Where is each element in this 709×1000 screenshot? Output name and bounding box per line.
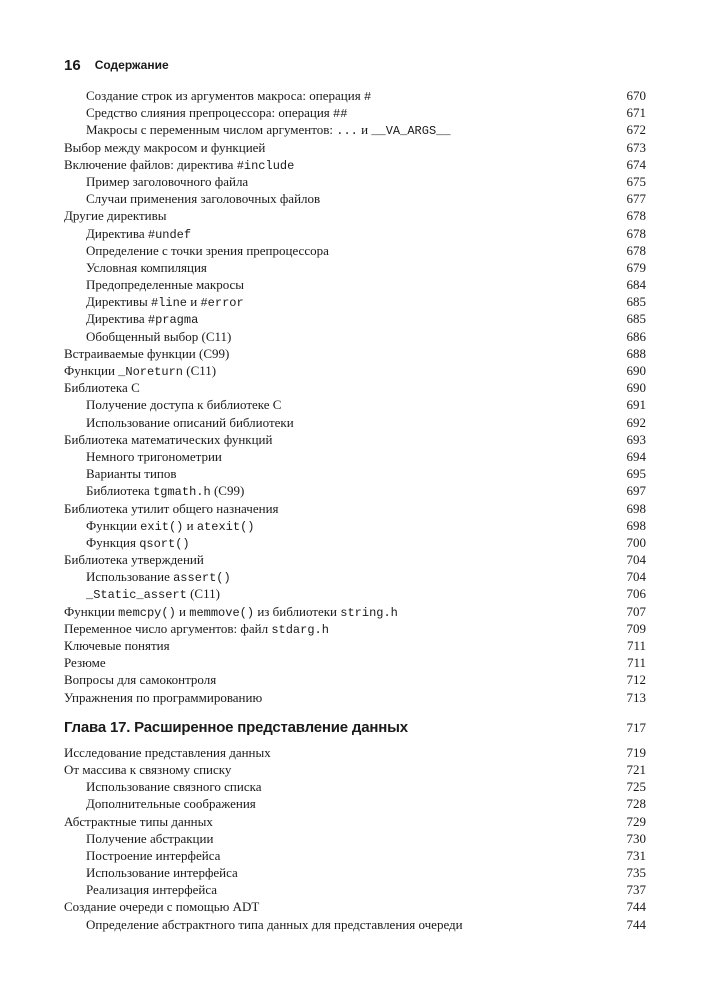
toc-entry-title: [64, 586, 220, 601]
toc-entry-title: [64, 415, 294, 430]
toc-entry-title: [64, 329, 231, 344]
toc-entry-title: [64, 105, 347, 120]
toc-page-number: 744: [626, 916, 646, 932]
toc-page-number: 731: [626, 847, 646, 863]
toc-entry[interactable]: [64, 448, 646, 465]
toc-page-number: 693: [626, 431, 646, 447]
toc-entry[interactable]: [64, 534, 646, 551]
toc-page-number: 690: [626, 380, 646, 396]
table-of-contents: [64, 87, 646, 933]
toc-entry-title: [64, 140, 265, 155]
toc-entry-title: [64, 397, 281, 412]
toc-entry[interactable]: [64, 310, 646, 327]
toc-entry-title: [64, 848, 220, 863]
toc-entry-title: [64, 917, 463, 932]
title-text: Исследование представления данных: [64, 744, 271, 760]
title-text: Макросы с переменным числом аргументов:: [86, 122, 337, 138]
toc-page-number: 697: [626, 483, 646, 499]
toc-entry[interactable]: [64, 898, 646, 915]
code-term: _Noreturn: [118, 365, 183, 379]
toc-page-number: 673: [626, 139, 646, 155]
title-text: Использование описаний библиотеки: [86, 414, 294, 430]
title-text: Директива: [86, 225, 148, 241]
title-text: Библиотека утверждений: [64, 552, 204, 568]
toc-entry[interactable]: [64, 225, 646, 242]
toc-entry[interactable]: [64, 104, 646, 121]
toc-entry[interactable]: [64, 654, 646, 671]
toc-entry-title: [64, 363, 216, 378]
toc-entry[interactable]: [64, 689, 646, 706]
toc-page-number: 729: [626, 813, 646, 829]
toc-entry[interactable]: [64, 276, 646, 293]
toc-page-number: 704: [626, 569, 646, 585]
toc-entry[interactable]: [64, 761, 646, 778]
toc-entry[interactable]: [64, 551, 646, 568]
toc-page-number: 728: [626, 796, 646, 812]
title-text: Резюме: [64, 655, 106, 671]
title-text: Ключевые понятия: [64, 638, 170, 653]
toc-entry-title: [64, 655, 106, 670]
toc-entry[interactable]: [64, 465, 646, 482]
toc-entry-title: [64, 621, 329, 636]
toc-entry-title: [64, 88, 371, 103]
title-text: Условная компиляция: [86, 259, 207, 275]
toc-page-number: 730: [626, 830, 646, 846]
toc-entry-title: [64, 380, 140, 395]
toc-entry-title: [64, 501, 279, 516]
code-term: #include: [236, 158, 295, 173]
title-text: Глава 17. Расширенное представление данных: [64, 718, 408, 736]
title-text: Директивы: [86, 294, 151, 310]
title-text: Встраиваемые функции (C99): [64, 345, 230, 361]
code-term: exit(): [140, 519, 184, 534]
toc-entry[interactable]: [64, 585, 646, 602]
toc-entry-title: [64, 882, 217, 897]
toc-entry[interactable]: [64, 156, 646, 173]
code-term: #line: [151, 296, 188, 311]
toc-entry[interactable]: [64, 396, 646, 413]
toc-entry[interactable]: [64, 744, 646, 761]
toc-entry-title: [64, 449, 222, 464]
code-term: stdarg.h: [271, 622, 329, 637]
toc-entry-title: [64, 604, 398, 619]
title-text: Абстрактные типы данных: [64, 813, 213, 829]
toc-page-number: 679: [626, 259, 646, 275]
toc-entry-title: [64, 899, 259, 914]
toc-entry-title: [64, 174, 248, 189]
toc-entry[interactable]: [64, 345, 646, 362]
toc-page-number: 707: [626, 603, 646, 619]
toc-page-number: 712: [626, 672, 646, 688]
toc-page-number: 670: [626, 88, 646, 103]
toc-entry[interactable]: [64, 242, 646, 259]
toc-entry[interactable]: [64, 293, 646, 310]
title-text: (C11): [186, 586, 220, 602]
toc-entry-title: [64, 672, 216, 687]
toc-page-number: 711: [626, 655, 646, 671]
title-text: Функции: [64, 363, 119, 378]
toc-entry-title: [64, 208, 167, 223]
toc-page-number: 691: [626, 397, 646, 413]
title-text: Директива: [86, 311, 148, 327]
toc-entry[interactable]: [64, 414, 646, 431]
toc-entry[interactable]: [64, 431, 646, 448]
code-term: ...: [336, 124, 358, 139]
toc-entry-title: [64, 243, 329, 258]
toc-entry[interactable]: [64, 671, 646, 688]
title-text: (C11): [182, 363, 217, 378]
toc-chapter-heading[interactable]: [64, 716, 646, 740]
toc-page-number: 692: [626, 414, 646, 430]
toc-entry[interactable]: [64, 603, 646, 620]
toc-page-number: 719: [626, 744, 646, 760]
toc-entry-title: [64, 814, 213, 829]
title-text: Дополнительные соображения: [86, 796, 256, 812]
toc-entry[interactable]: [64, 259, 646, 276]
code-term: #pragma: [147, 313, 199, 328]
title-text: Немного тригонометрии: [86, 448, 222, 464]
toc-entry[interactable]: [64, 795, 646, 812]
toc-entry-title: [64, 483, 244, 498]
toc-page-number: 684: [626, 277, 646, 293]
title-text: Варианты типов: [86, 466, 177, 482]
toc-entry-title: [64, 569, 231, 584]
toc-entry-title: [64, 796, 256, 811]
title-text: Библиотека математических функций: [64, 431, 273, 447]
page-number: 16: [64, 57, 81, 74]
title-text: и: [187, 294, 201, 310]
code-term: #: [363, 90, 372, 104]
toc-entry[interactable]: [64, 482, 646, 499]
toc-entry[interactable]: [64, 379, 646, 396]
title-text: Создание строк из аргументов макроса: операция: [86, 88, 364, 103]
toc-entry[interactable]: [64, 568, 646, 585]
code-term: qsort(): [139, 536, 190, 551]
title-text: из библиотеки: [254, 603, 341, 619]
toc-entry[interactable]: [64, 328, 646, 345]
title-text: Использование: [86, 569, 174, 585]
toc-entry[interactable]: [64, 830, 646, 847]
toc-entry[interactable]: [64, 500, 646, 517]
toc-page-number: 695: [626, 466, 646, 482]
toc-entry-title: [64, 466, 177, 481]
title-text: Переменное число аргументов: файл: [64, 620, 272, 636]
toc-page-number: 685: [626, 294, 646, 310]
toc-page-number: 675: [626, 173, 646, 189]
toc-entry[interactable]: [64, 207, 646, 224]
title-text: Реализация интерфейса: [86, 882, 218, 898]
title-text: Функции: [86, 517, 141, 533]
toc-entry[interactable]: [64, 916, 646, 933]
title-text: Случаи применения заголовочных файлов: [86, 191, 321, 207]
code-term: _Static_assert: [86, 588, 187, 603]
toc-page-number: 685: [626, 311, 646, 327]
title-text: Библиотека C: [64, 380, 140, 396]
title-text: Средство слияния препроцессора: операция: [86, 105, 334, 121]
toc-entry[interactable]: [64, 362, 646, 379]
code-term: atexit(): [196, 519, 255, 534]
title-text: Обобщенный выбор (C11): [86, 328, 232, 344]
title-text: Определение с точки зрения препроцессора: [86, 242, 329, 258]
toc-page-number: 672: [626, 122, 646, 138]
toc-page-number: 690: [626, 363, 646, 378]
title-text: и: [175, 603, 190, 619]
code-term: ##: [333, 107, 348, 122]
toc-entry-title: [64, 294, 244, 309]
toc-entry-title: [64, 865, 238, 880]
toc-entry-title: [64, 719, 408, 736]
toc-entry[interactable]: [64, 173, 646, 190]
toc-page-number: 744: [626, 899, 646, 915]
toc-entry-title: [64, 432, 272, 447]
toc-page-number: 735: [626, 865, 646, 881]
title-text: Определение абстрактного типа данных для представления очереди: [86, 916, 463, 932]
code-term: assert(): [173, 571, 231, 586]
toc-page-number: 711: [626, 638, 646, 653]
code-term: tgmath.h: [153, 485, 211, 500]
code-term: string.h: [340, 605, 398, 620]
toc-entry[interactable]: [64, 620, 646, 637]
code-term: #undef: [147, 227, 192, 242]
toc-page-number: 737: [626, 882, 646, 898]
title-text: Библиотека утилит общего назначения: [64, 500, 279, 516]
toc-entry-title: [64, 638, 170, 653]
toc-entry[interactable]: [64, 87, 646, 104]
toc-entry[interactable]: [64, 847, 646, 864]
title-text: Функции: [64, 603, 119, 619]
toc-entry-title: [64, 535, 190, 550]
toc-entry-title: [64, 311, 198, 326]
toc-page-number: 704: [626, 552, 646, 568]
toc-page-number: 709: [626, 620, 646, 636]
toc-entry[interactable]: [64, 139, 646, 156]
toc-page-number: 721: [626, 761, 646, 777]
title-text: Пример заголовочного файла: [86, 173, 249, 189]
running-title: Содержание: [94, 58, 169, 72]
toc-entry[interactable]: [64, 190, 646, 207]
title-text: Построение интерфейса: [86, 847, 221, 863]
toc-page-number: 698: [626, 500, 646, 516]
toc-entry[interactable]: [64, 121, 646, 138]
toc-page-number: 700: [626, 534, 646, 550]
toc-entry[interactable]: [64, 517, 646, 534]
title-text: Использование интерфейса: [86, 865, 238, 881]
toc-page-number: 706: [626, 586, 646, 602]
title-text: Использование связного списка: [86, 779, 262, 795]
toc-page-number: 671: [626, 105, 646, 121]
toc-page-number: 677: [626, 191, 646, 207]
code-term: memcpy(): [118, 605, 176, 620]
title-text: Создание очереди с помощью ADT: [64, 899, 260, 915]
toc-entry[interactable]: [64, 778, 646, 795]
toc-page-number: 694: [626, 448, 646, 464]
title-text: Вопросы для самоконтроля: [64, 672, 217, 688]
toc-entry-title: [64, 690, 262, 705]
title-text: и: [183, 517, 197, 533]
toc-entry-title: [64, 762, 231, 777]
toc-page-number: 688: [626, 345, 646, 361]
toc-entry-title: [64, 260, 207, 275]
page-header: [64, 57, 169, 75]
toc-entry-title: [64, 191, 320, 206]
title-text: Получение доступа к библиотеке C: [86, 397, 282, 413]
title-text: Получение абстракции: [86, 830, 214, 846]
title-text: Выбор между макросом и функцией: [64, 139, 266, 155]
toc-page-number: 717: [626, 719, 646, 735]
toc-entry[interactable]: [64, 864, 646, 881]
title-text: Включение файлов: директива: [64, 156, 237, 172]
toc-entry-title: [64, 277, 244, 292]
toc-entry-title: [64, 157, 294, 172]
toc-entry-title: [64, 226, 191, 241]
toc-entry[interactable]: [64, 813, 646, 830]
title-text: Библиотека: [86, 483, 154, 499]
toc-entry-title: [64, 346, 229, 361]
toc-entry[interactable]: [64, 637, 646, 654]
toc-page-number: 674: [626, 156, 646, 172]
code-term: #error: [200, 296, 244, 311]
toc-page-number: 698: [626, 517, 646, 533]
toc-page-number: 713: [626, 689, 646, 705]
toc-entry-title: [64, 779, 262, 794]
toc-page-number: 678: [626, 225, 646, 241]
title-text: и: [357, 122, 372, 138]
code-term: __VA_ARGS__: [371, 124, 451, 139]
toc-entry-title: [64, 831, 213, 846]
title-text: Функция: [86, 534, 140, 550]
toc-page-number: 725: [626, 779, 646, 795]
title-text: От массива к связному списку: [64, 761, 232, 777]
toc-entry[interactable]: [64, 881, 646, 898]
toc-page-number: 678: [626, 208, 646, 224]
toc-page-number: 678: [626, 242, 646, 258]
toc-page-number: 686: [626, 328, 646, 344]
toc-entry-title: [64, 552, 204, 567]
code-term: memmove(): [189, 605, 255, 620]
title-text: Упражнения по программированию: [64, 689, 263, 705]
title-text: (C99): [210, 483, 245, 499]
title-text: Другие директивы: [64, 208, 167, 224]
toc-entry-title: [64, 745, 271, 760]
toc-entry-title: [64, 122, 451, 137]
title-text: Предопределенные макросы: [86, 277, 245, 293]
toc-entry-title: [64, 518, 254, 533]
